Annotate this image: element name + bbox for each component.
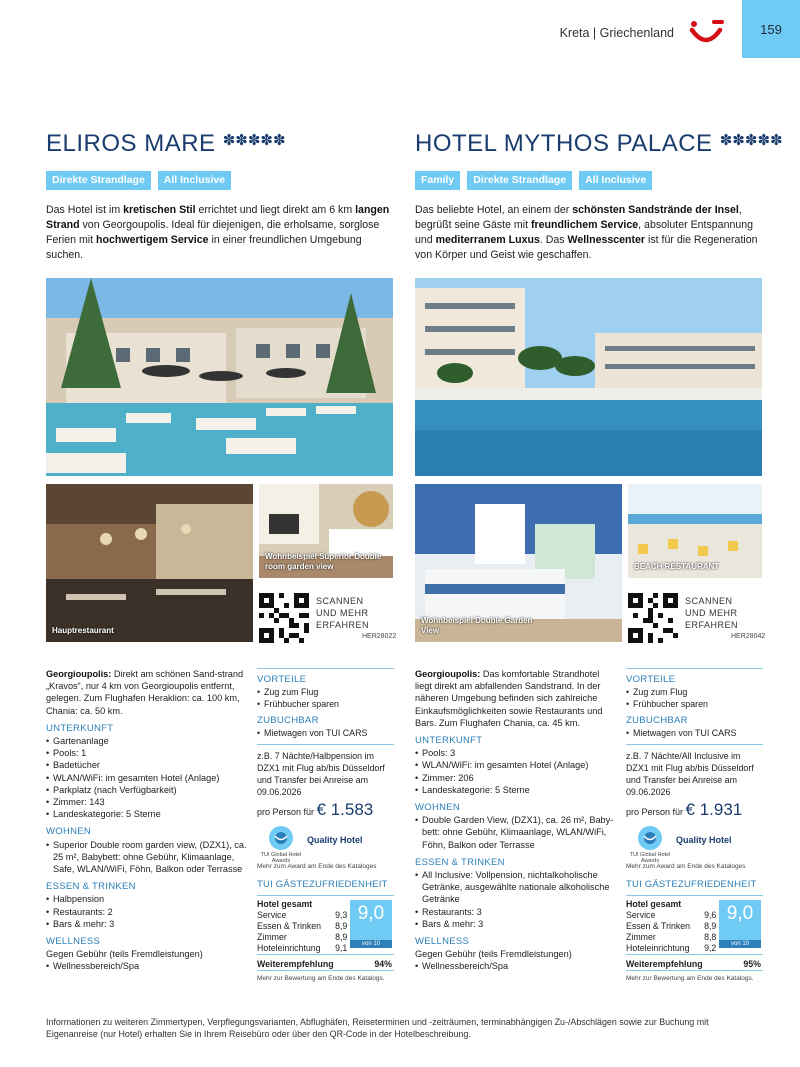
page-number: 159: [742, 0, 800, 58]
section-heading: WELLNESS: [415, 936, 470, 948]
list-item: • WLAN/WiFi: im gesamten Hotel (Anlage): [415, 759, 617, 771]
list-item: • Badetücher: [46, 759, 248, 771]
rating-row: Hoteleinrichtung 9,2: [626, 943, 717, 953]
list-item: • Restaurants: 3: [415, 906, 617, 918]
rating-table: [626, 899, 716, 954]
hotel-code: HER28042: [731, 633, 766, 640]
list-item: • Wellnessbereich/Spa: [415, 960, 617, 972]
rating-note: Mehr zur Bewertung am Ende des Katalogs.: [257, 975, 385, 982]
qr-code-icon[interactable]: [259, 593, 309, 643]
tag-list: [415, 171, 652, 190]
list-item: • Halbpension: [46, 893, 248, 905]
award-small: TUI Global Hotel Awards: [260, 852, 302, 864]
intro-text: Das Hotel ist im kretischen Stil errichtet und liegt direkt am 6 km langen Strand von Georgoupolis. Ideal für diejenigen, die erholsame, sorglose Ferien mit hochwertigem Service in einer freundlichen Umgebung suchen.: [46, 204, 390, 261]
room-photo: [259, 484, 393, 578]
rating-row: Hotel gesamt: [626, 899, 682, 909]
list-item: • Bars & mehr: 3: [415, 918, 617, 930]
list-item: • Zimmer: 143: [46, 796, 248, 808]
list-item: • WLAN/WiFi: im gesamten Hotel (Anlage): [46, 772, 248, 784]
hotel-title: HOTEL MYTHOS PALACE ✽✽✽✽✽: [415, 130, 783, 157]
tag-badge: All Inclusive: [158, 171, 231, 190]
score-badge: 9,0 von 10: [719, 900, 761, 948]
footer-note: Informationen zu weiteren Zimmertypen, Verpflegungsvarianten, Abflughäfen, Reiseterminen und -zeiträumen, terminabhängigen Zu-/Abschlägen sowie zur Buchung mit Eigenanreise (nur Hotel) erhalten Sie in Ihrem Reisebüro oder über den QR-Code in der Hotelbeschreibung.: [46, 1017, 709, 1039]
tag-list: [46, 171, 231, 190]
list-item: • Mietwagen von TUI CARS: [626, 727, 763, 739]
section-heading: WELLNESS: [46, 936, 101, 948]
star-rating-icon: ✽✽✽✽✽: [222, 132, 286, 149]
section-list: [415, 735, 617, 973]
list-item: • Gartenanlage: [46, 735, 248, 747]
price-line: pro Person für € 1.931: [626, 800, 743, 819]
list-item: • Bars & mehr: 3: [46, 918, 248, 930]
tag-badge: Direkte Strandlage: [467, 171, 572, 190]
intro-text: Das beliebte Hotel, an einem der schönsten Sandstrände der Insel, begrüßt seine Gäste mit freundlichem Service, absoluter Entspannung und mediterranem Luxus. Das Wellnesscenter ist für die Regeneration von Körper und Geist wie geschaffen.: [415, 204, 758, 261]
hotel-details: Georgioupolis: Direkt am schönen Sand-strand „Kravos“, nur 4 km von Georgioupolis entfernt, gelegen. Zum Flughafen Heraklion: ca. 100 km, Chania: ca. 50 km. UNTERKUNFT • Gartenanlage • Pools: 1 • Badetücher • WLAN/WiFi: im gesamten Hotel (Anlage) • Parkplatz (nach Verfügbarkeit) • Zimmer: 143 • Landeskategorie: 5 Sterne WOHNEN • Superior Double room garden view, (DZX1), ca. 25 m², Babybett: ohne Gebühr, Klimaanlage, Safe, WLAN/WiFi, Föhn, Balkon oder Terrasse ESSEN & TRINKEN • Halbpension • Restaurants: 2 • Bars & mehr: 3 WELLNESS Gegen Gebühr (teils Fremdleistungen) • Wellnessbereich/Spa: [46, 668, 248, 973]
tag-badge: Direkte Strandlage: [46, 171, 151, 190]
section-heading: ESSEN & TRINKEN: [46, 881, 136, 893]
rating-row: Zimmer 8,9: [257, 932, 348, 942]
pool-photo: [415, 278, 762, 476]
location-breadcrumb: Kreta | Griechenland: [559, 26, 674, 40]
list-item: • Pools: 3: [415, 747, 617, 759]
award-note: Mehr zum Award am Ende des Kataloges: [257, 863, 377, 870]
rating-row: Service 9,6: [626, 910, 717, 920]
award-badge: [257, 824, 394, 862]
list-item: • Landeskategorie: 5 Sterne: [46, 808, 248, 820]
list-item: • Zug zum Flug: [626, 686, 763, 698]
photo-caption: Wohnbeispiel Double Garden View: [421, 616, 533, 635]
list-item: • Landeskategorie: 5 Sterne: [415, 784, 617, 796]
vorteile-heading: VORTEILE: [257, 674, 307, 685]
award-note: Mehr zum Award am Ende des Kataloges: [626, 863, 746, 870]
rating-row: Essen & Trinken 8,9: [257, 921, 348, 931]
list-item: • Wellnessbereich/Spa: [46, 960, 248, 972]
rating-row: Essen & Trinken 8,9: [626, 921, 717, 931]
vorteile-heading: VORTEILE: [626, 674, 676, 685]
section-heading: UNTERKUNFT: [46, 722, 114, 734]
rating-box: [626, 895, 763, 971]
recommendation-row: Weiterempfehlung 94%: [257, 954, 394, 970]
price-value: € 1.931: [685, 800, 743, 819]
rating-box: [257, 895, 394, 971]
section-heading: UNTERKUNFT: [415, 735, 483, 747]
hotel-column-eliros: [46, 0, 397, 1000]
qr-code-icon[interactable]: [628, 593, 678, 643]
list-item: • Zimmer: 206: [415, 772, 617, 784]
scan-label: SCANNEN UND MEHR ERFAHREN: [316, 596, 370, 630]
section-heading: WOHNEN: [415, 802, 461, 814]
section-list: [46, 723, 248, 973]
photo-caption: Wohnbeispiel Superior Double room garden view: [265, 552, 382, 571]
list-item: Gegen Gebühr (teils Fremdleistungen): [415, 949, 572, 960]
award-small: TUI Global Hotel Awards: [629, 852, 671, 864]
rating-row: Zimmer 8,8: [626, 932, 717, 942]
rating-row: Hoteleinrichtung 9,1: [257, 943, 348, 953]
hotel-sidebar: [257, 668, 394, 983]
list-item: • Superior Double room garden view, (DZX1), ca. 25 m², Babybett: ohne Gebühr, Klimaanlage, Safe, WLAN/WiFi, Föhn, Balkon oder Terrasse: [46, 839, 248, 876]
award-badge: [626, 824, 763, 862]
satisfaction-heading: TUI GÄSTEZUFRIEDENHEIT: [257, 879, 388, 890]
beach-restaurant-photo: [628, 484, 762, 578]
scan-label: SCANNEN UND MEHR ERFAHREN: [685, 596, 739, 630]
list-item: • Zug zum Flug: [257, 686, 394, 698]
hotel-sidebar: [626, 668, 763, 983]
list-item: • All Inclusive: Vollpension, nichtalkoholische Getränke, ausgewählte nationale alkoholische Getränke: [415, 869, 617, 906]
room-photo: [415, 484, 622, 642]
hotel-title: ELIROS MARE ✽✽✽✽✽: [46, 130, 286, 157]
award-title: Quality Hotel: [676, 835, 732, 845]
offer-text: z.B. 7 Nächte/All Inclusive im DZX1 mit Flug ab/bis Düsseldorf und Transfer bei Anreise am 09.06.2026: [626, 751, 754, 797]
star-rating-icon: ✽✽✽✽✽: [719, 132, 783, 149]
price-line: pro Person für € 1.583: [257, 800, 374, 819]
list-item: • Frühbucher sparen: [626, 698, 763, 710]
satisfaction-heading: TUI GÄSTEZUFRIEDENHEIT: [626, 879, 757, 890]
recommendation-row: Weiterempfehlung 95%: [626, 954, 763, 970]
score-badge: 9,0 von 10: [350, 900, 392, 948]
rating-row: Service 9,3: [257, 910, 348, 920]
photo-caption: Hauptrestaurant: [52, 626, 114, 635]
section-heading: WOHNEN: [46, 826, 92, 838]
hotel-details: Georgioupolis: Das komfortable Strandhotel liegt direkt am abfallenden Sandstrand. In der näheren Umgebung befinden sich zahlreiche Einkaufsmöglichkeiten sowie Restaurants und Bars. Zum Flughafen Chania, ca. 45 km. UNTERKUNFT • Pools: 3 • WLAN/WiFi: im gesamten Hotel (Anlage) • Zimmer: 206 • Landeskategorie: 5 Sterne WOHNEN • Double Garden View, (DZX1), ca. 26 m², Baby-bett: ohne Gebühr, Klimaanlage, WLAN/WiFi, Föhn, Balkon oder Terrasse ESSEN & TRINKEN • All Inclusive: Vollpension, nichtalkoholische Getränke, ausgewählte nationale alkoholische Getränke • Restaurants: 3 • Bars & mehr: 3 WELLNESS Gegen Gebühr (teils Fremdleistungen) • Wellnessbereich/Spa: [415, 668, 617, 973]
rating-note: Mehr zur Bewertung am Ende des Katalogs.: [626, 975, 754, 982]
list-item: • Frühbucher sparen: [257, 698, 394, 710]
rating-table: [257, 899, 347, 954]
list-item: • Parkplatz (nach Verfügbarkeit): [46, 784, 248, 796]
offer-text: z.B. 7 Nächte/Halbpension im DZX1 mit Flug ab/bis Düsseldorf und Transfer bei Anreise am 09.06.2026: [257, 751, 385, 797]
list-item: Gegen Gebühr (teils Fremdleistungen): [46, 949, 203, 960]
photo-caption: BEACH RESTAURANT: [634, 562, 720, 571]
restaurant-photo: [46, 484, 253, 642]
pool-photo: [46, 278, 393, 476]
section-heading: ESSEN & TRINKEN: [415, 856, 505, 868]
tag-badge: Family: [415, 171, 460, 190]
award-title: Quality Hotel: [307, 835, 363, 845]
hotel-code: HER28022: [362, 633, 397, 640]
rating-row: Hotel gesamt: [257, 899, 313, 909]
list-item: • Mietwagen von TUI CARS: [257, 727, 394, 739]
tag-badge: All Inclusive: [579, 171, 652, 190]
list-item: • Pools: 1: [46, 747, 248, 759]
zubuchbar-heading: ZUBUCHBAR: [626, 715, 688, 726]
list-item: • Double Garden View, (DZX1), ca. 26 m², Baby-bett: ohne Gebühr, Klimaanlage, WLAN/WiFi, Föhn, Balkon oder Terrasse: [415, 814, 617, 851]
price-value: € 1.583: [316, 800, 374, 819]
zubuchbar-heading: ZUBUCHBAR: [257, 715, 319, 726]
list-item: • Restaurants: 2: [46, 906, 248, 918]
